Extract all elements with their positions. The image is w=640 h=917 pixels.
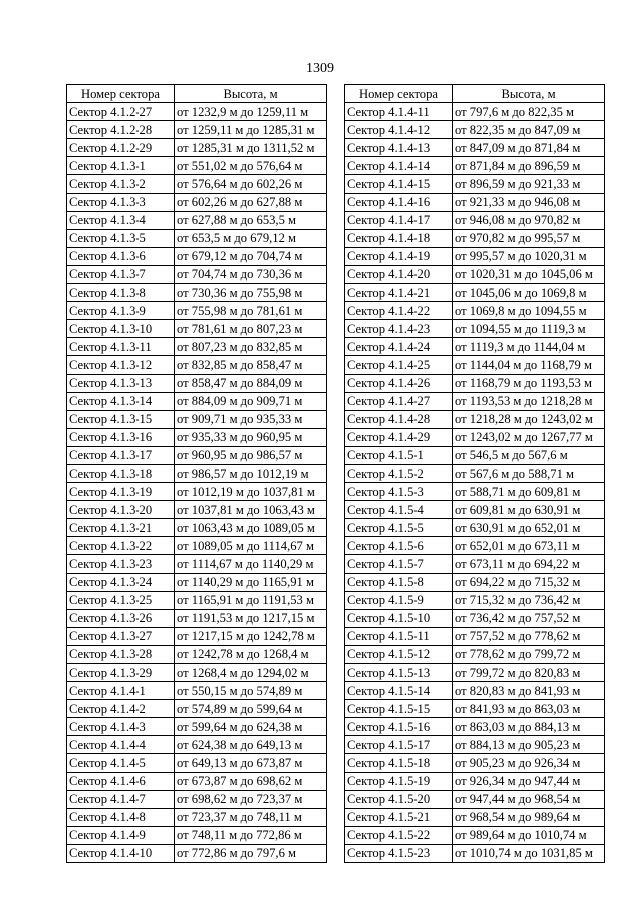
height-range-cell: от 679,12 м до 704,74 м [175, 247, 327, 265]
table-row [67, 627, 327, 645]
sector-cell: Сектор 4.1.5-20 [345, 790, 453, 808]
height-range-cell: от 799,72 м до 820,83 м [453, 664, 605, 682]
height-range-cell: от 1119,3 м до 1144,04 м [453, 338, 605, 356]
table-row [67, 808, 327, 826]
table-row [345, 392, 605, 410]
table-row [345, 790, 605, 808]
table-row [67, 464, 327, 482]
height-range-cell: от 832,85 м до 858,47 м [175, 356, 327, 374]
height-range-cell: от 909,71 м до 935,33 м [175, 410, 327, 428]
sector-cell: Сектор 4.1.4-17 [345, 211, 453, 229]
sector-cell: Сектор 4.1.5-2 [345, 464, 453, 482]
sector-cell: Сектор 4.1.5-4 [345, 501, 453, 519]
table-row [67, 211, 327, 229]
sector-cell: Сектор 4.1.3-17 [67, 446, 175, 464]
table-row [345, 410, 605, 428]
table-row [67, 338, 327, 356]
height-range-cell: от 551,02 м до 576,64 м [175, 157, 327, 175]
sector-cell: Сектор 4.1.3-15 [67, 410, 175, 428]
table-row [67, 645, 327, 663]
sector-cell: Сектор 4.1.3-26 [67, 609, 175, 627]
table-row [67, 790, 327, 808]
sector-cell: Сектор 4.1.3-25 [67, 591, 175, 609]
sector-cell: Сектор 4.1.4-25 [345, 356, 453, 374]
sector-cell: Сектор 4.1.5-11 [345, 627, 453, 645]
sector-cell: Сектор 4.1.3-29 [67, 664, 175, 682]
table-row [345, 501, 605, 519]
table-row [67, 519, 327, 537]
height-range-cell: от 947,44 м до 968,54 м [453, 790, 605, 808]
sector-cell: Сектор 4.1.5-17 [345, 736, 453, 754]
height-range-cell: от 599,64 м до 624,38 м [175, 718, 327, 736]
height-range-cell: от 968,54 м до 989,64 м [453, 808, 605, 826]
height-range-cell: от 1218,28 м до 1243,02 м [453, 410, 605, 428]
table-row [67, 591, 327, 609]
sector-cell: Сектор 4.1.3-4 [67, 211, 175, 229]
height-range-cell: от 627,88 м до 653,5 м [175, 211, 327, 229]
height-range-cell: от 995,57 м до 1020,31 м [453, 247, 605, 265]
height-range-cell: от 858,47 м до 884,09 м [175, 374, 327, 392]
height-range-cell: от 1217,15 м до 1242,78 м [175, 627, 327, 645]
sector-cell: Сектор 4.1.4-11 [345, 103, 453, 121]
height-range-cell: от 970,82 м до 995,57 м [453, 229, 605, 247]
table-row [345, 265, 605, 283]
table-row [345, 302, 605, 320]
height-range-cell: от 546,5 м до 567,6 м [453, 446, 605, 464]
height-range-cell: от 1165,91 м до 1191,53 м [175, 591, 327, 609]
height-range-cell: от 1010,74 м до 1031,85 м [453, 844, 605, 862]
sector-cell: Сектор 4.1.4-15 [345, 175, 453, 193]
table-row [67, 229, 327, 247]
table-row [67, 700, 327, 718]
table-row [345, 211, 605, 229]
sector-cell: Сектор 4.1.5-22 [345, 826, 453, 844]
sector-cell: Сектор 4.1.3-19 [67, 483, 175, 501]
table-row [345, 555, 605, 573]
height-range-cell: от 1140,29 м до 1165,91 м [175, 573, 327, 591]
height-range-cell: от 841,93 м до 863,03 м [453, 700, 605, 718]
table-row [345, 700, 605, 718]
table-row [345, 320, 605, 338]
table-row [67, 682, 327, 700]
height-range-cell: от 1193,53 м до 1218,28 м [453, 392, 605, 410]
table-row [67, 247, 327, 265]
table-row [67, 718, 327, 736]
table-row [67, 121, 327, 139]
sector-cell: Сектор 4.1.3-27 [67, 627, 175, 645]
height-range-cell: от 1045,06 м до 1069,8 м [453, 284, 605, 302]
height-range-cell: от 935,33 м до 960,95 м [175, 428, 327, 446]
height-range-cell: от 807,23 м до 832,85 м [175, 338, 327, 356]
height-range-cell: от 1191,53 м до 1217,15 м [175, 609, 327, 627]
sector-cell: Сектор 4.1.4-14 [345, 157, 453, 175]
sector-cell: Сектор 4.1.5-23 [345, 844, 453, 862]
sector-cell: Сектор 4.1.3-10 [67, 320, 175, 338]
height-range-cell: от 1242,78 м до 1268,4 м [175, 645, 327, 663]
height-range-cell: от 1243,02 м до 1267,77 м [453, 428, 605, 446]
height-range-cell: от 550,15 м до 574,89 м [175, 682, 327, 700]
sector-cell: Сектор 4.1.3-7 [67, 265, 175, 283]
height-range-cell: от 673,11 м до 694,22 м [453, 555, 605, 573]
table-row [67, 446, 327, 464]
height-range-cell: от 652,01 м до 673,11 м [453, 537, 605, 555]
table-row [345, 103, 605, 121]
table-row [67, 265, 327, 283]
sector-cell: Сектор 4.1.4-4 [67, 736, 175, 754]
table-row [67, 844, 327, 862]
sector-cell: Сектор 4.1.5-13 [345, 664, 453, 682]
sector-cell: Сектор 4.1.5-18 [345, 754, 453, 772]
height-range-cell: от 730,36 м до 755,98 м [175, 284, 327, 302]
height-range-cell: от 704,74 м до 730,36 м [175, 265, 327, 283]
height-range-cell: от 1094,55 м до 1119,3 м [453, 320, 605, 338]
sector-cell: Сектор 4.1.3-8 [67, 284, 175, 302]
sector-cell: Сектор 4.1.5-8 [345, 573, 453, 591]
sector-column-header: Номер сектора [345, 85, 453, 103]
table-row [345, 356, 605, 374]
sector-cell: Сектор 4.1.4-28 [345, 410, 453, 428]
height-range-cell: от 1168,79 м до 1193,53 м [453, 374, 605, 392]
sector-cell: Сектор 4.1.3-3 [67, 193, 175, 211]
sector-cell: Сектор 4.1.4-16 [345, 193, 453, 211]
table-row [345, 682, 605, 700]
height-range-cell: от 896,59 м до 921,33 м [453, 175, 605, 193]
table-row [67, 736, 327, 754]
table-row [345, 808, 605, 826]
table-row [345, 139, 605, 157]
table-row [345, 627, 605, 645]
sector-cell: Сектор 4.1.5-6 [345, 537, 453, 555]
table-row [67, 374, 327, 392]
table-row [345, 464, 605, 482]
height-range-cell: от 847,09 м до 871,84 м [453, 139, 605, 157]
sector-cell: Сектор 4.1.5-15 [345, 700, 453, 718]
table-row [345, 664, 605, 682]
height-range-cell: от 1020,31 м до 1045,06 м [453, 265, 605, 283]
sector-cell: Сектор 4.1.4-5 [67, 754, 175, 772]
height-range-cell: от 926,34 м до 947,44 м [453, 772, 605, 790]
height-range-cell: от 960,95 м до 986,57 м [175, 446, 327, 464]
sector-cell: Сектор 4.1.3-22 [67, 537, 175, 555]
sector-cell: Сектор 4.1.4-1 [67, 682, 175, 700]
table-row [67, 573, 327, 591]
sector-table-left [66, 84, 327, 863]
height-range-cell: от 820,83 м до 841,93 м [453, 682, 605, 700]
sector-cell: Сектор 4.1.5-14 [345, 682, 453, 700]
sector-cell: Сектор 4.1.5-16 [345, 718, 453, 736]
sector-cell: Сектор 4.1.3-5 [67, 229, 175, 247]
height-range-cell: от 630,91 м до 652,01 м [453, 519, 605, 537]
table-row [345, 645, 605, 663]
height-range-cell: от 1268,4 м до 1294,02 м [175, 664, 327, 682]
table-row [67, 302, 327, 320]
table-row [345, 826, 605, 844]
table-row [67, 175, 327, 193]
sector-cell: Сектор 4.1.2-29 [67, 139, 175, 157]
height-range-cell: от 884,13 м до 905,23 м [453, 736, 605, 754]
height-range-cell: от 1089,05 м до 1114,67 м [175, 537, 327, 555]
table-row [345, 483, 605, 501]
table-header-row [345, 85, 605, 103]
height-range-cell: от 1037,81 м до 1063,43 м [175, 501, 327, 519]
table-row [345, 121, 605, 139]
height-range-cell: от 772,86 м до 797,6 м [175, 844, 327, 862]
table-row [345, 284, 605, 302]
height-range-cell: от 698,62 м до 723,37 м [175, 790, 327, 808]
sector-cell: Сектор 4.1.4-24 [345, 338, 453, 356]
sector-cell: Сектор 4.1.3-20 [67, 501, 175, 519]
sector-cell: Сектор 4.1.4-8 [67, 808, 175, 826]
sector-cell: Сектор 4.1.4-7 [67, 790, 175, 808]
sector-cell: Сектор 4.1.3-13 [67, 374, 175, 392]
height-column-header: Высота, м [453, 85, 605, 103]
sector-cell: Сектор 4.1.4-10 [67, 844, 175, 862]
sector-cell: Сектор 4.1.2-27 [67, 103, 175, 121]
sector-cell: Сектор 4.1.3-1 [67, 157, 175, 175]
table-row [67, 356, 327, 374]
table-row [345, 446, 605, 464]
table-row [345, 537, 605, 555]
sector-cell: Сектор 4.1.4-22 [345, 302, 453, 320]
sector-cell: Сектор 4.1.4-3 [67, 718, 175, 736]
height-range-cell: от 946,08 м до 970,82 м [453, 211, 605, 229]
sector-cell: Сектор 4.1.4-27 [345, 392, 453, 410]
table-row [67, 103, 327, 121]
sector-cell: Сектор 4.1.3-6 [67, 247, 175, 265]
sector-cell: Сектор 4.1.5-5 [345, 519, 453, 537]
height-range-cell: от 921,33 м до 946,08 м [453, 193, 605, 211]
sector-cell: Сектор 4.1.3-2 [67, 175, 175, 193]
height-range-cell: от 1114,67 м до 1140,29 м [175, 555, 327, 573]
height-range-cell: от 694,22 м до 715,32 м [453, 573, 605, 591]
height-range-cell: от 624,38 м до 649,13 м [175, 736, 327, 754]
table-row [67, 428, 327, 446]
height-range-cell: от 989,64 м до 1010,74 м [453, 826, 605, 844]
sector-table-right [344, 84, 605, 863]
sector-cell: Сектор 4.1.4-21 [345, 284, 453, 302]
height-range-cell: от 905,23 м до 926,34 м [453, 754, 605, 772]
sector-cell: Сектор 4.1.2-28 [67, 121, 175, 139]
sector-cell: Сектор 4.1.3-24 [67, 573, 175, 591]
height-range-cell: от 1259,11 м до 1285,31 м [175, 121, 327, 139]
sector-cell: Сектор 4.1.5-10 [345, 609, 453, 627]
sector-cell: Сектор 4.1.4-13 [345, 139, 453, 157]
table-row [67, 157, 327, 175]
sector-cell: Сектор 4.1.3-18 [67, 464, 175, 482]
sector-cell: Сектор 4.1.3-21 [67, 519, 175, 537]
sector-cell: Сектор 4.1.3-16 [67, 428, 175, 446]
table-row [67, 284, 327, 302]
table-row [345, 718, 605, 736]
table-row [345, 247, 605, 265]
height-range-cell: от 602,26 м до 627,88 м [175, 193, 327, 211]
sector-cell: Сектор 4.1.4-12 [345, 121, 453, 139]
table-row [345, 374, 605, 392]
table-row [345, 736, 605, 754]
height-range-cell: от 781,61 м до 807,23 м [175, 320, 327, 338]
table-row [345, 591, 605, 609]
sector-cell: Сектор 4.1.4-19 [345, 247, 453, 265]
sector-cell: Сектор 4.1.5-3 [345, 483, 453, 501]
table-row [345, 844, 605, 862]
page-number: 1309 [306, 61, 334, 76]
height-column-header: Высота, м [175, 85, 327, 103]
height-range-cell: от 673,87 м до 698,62 м [175, 772, 327, 790]
height-range-cell: от 653,5 м до 679,12 м [175, 229, 327, 247]
height-range-cell: от 778,62 м до 799,72 м [453, 645, 605, 663]
table-row [345, 338, 605, 356]
sector-column-header: Номер сектора [67, 85, 175, 103]
table-row [345, 754, 605, 772]
table-row [67, 609, 327, 627]
sector-cell: Сектор 4.1.3-11 [67, 338, 175, 356]
height-range-cell: от 755,98 м до 781,61 м [175, 302, 327, 320]
sector-cell: Сектор 4.1.5-19 [345, 772, 453, 790]
height-range-cell: от 1063,43 м до 1089,05 м [175, 519, 327, 537]
table-row [67, 826, 327, 844]
height-range-cell: от 1232,9 м до 1259,11 м [175, 103, 327, 121]
table-row [67, 139, 327, 157]
height-range-cell: от 986,57 м до 1012,19 м [175, 464, 327, 482]
table-row [345, 609, 605, 627]
height-range-cell: от 574,89 м до 599,64 м [175, 700, 327, 718]
table-row [67, 410, 327, 428]
sector-cell: Сектор 4.1.3-28 [67, 645, 175, 663]
sector-cell: Сектор 4.1.4-20 [345, 265, 453, 283]
height-range-cell: от 1012,19 м до 1037,81 м [175, 483, 327, 501]
table-row [67, 754, 327, 772]
sector-cell: Сектор 4.1.4-6 [67, 772, 175, 790]
height-range-cell: от 863,03 м до 884,13 м [453, 718, 605, 736]
height-range-cell: от 736,42 м до 757,52 м [453, 609, 605, 627]
height-range-cell: от 715,32 м до 736,42 м [453, 591, 605, 609]
height-range-cell: от 723,37 м до 748,11 м [175, 808, 327, 826]
height-range-cell: от 567,6 м до 588,71 м [453, 464, 605, 482]
height-range-cell: от 871,84 м до 896,59 м [453, 157, 605, 175]
sector-cell: Сектор 4.1.4-23 [345, 320, 453, 338]
sector-cell: Сектор 4.1.3-12 [67, 356, 175, 374]
height-range-cell: от 884,09 м до 909,71 м [175, 392, 327, 410]
table-row [345, 573, 605, 591]
table-row [67, 483, 327, 501]
table-row [345, 157, 605, 175]
sector-cell: Сектор 4.1.4-29 [345, 428, 453, 446]
height-range-cell: от 588,71 м до 609,81 м [453, 483, 605, 501]
table-row [67, 537, 327, 555]
table-row [67, 320, 327, 338]
height-range-cell: от 797,6 м до 822,35 м [453, 103, 605, 121]
table-row [345, 229, 605, 247]
table-row [67, 664, 327, 682]
height-range-cell: от 609,81 м до 630,91 м [453, 501, 605, 519]
height-range-cell: от 748,11 м до 772,86 м [175, 826, 327, 844]
sector-cell: Сектор 4.1.3-9 [67, 302, 175, 320]
table-row [345, 193, 605, 211]
sector-cell: Сектор 4.1.4-2 [67, 700, 175, 718]
table-row [67, 392, 327, 410]
height-range-cell: от 576,64 м до 602,26 м [175, 175, 327, 193]
table-row [67, 772, 327, 790]
height-range-cell: от 757,52 м до 778,62 м [453, 627, 605, 645]
sector-cell: Сектор 4.1.5-9 [345, 591, 453, 609]
table-row [345, 519, 605, 537]
height-range-cell: от 1069,8 м до 1094,55 м [453, 302, 605, 320]
table-row [67, 193, 327, 211]
sector-cell: Сектор 4.1.5-12 [345, 645, 453, 663]
table-row [345, 428, 605, 446]
table-row [345, 772, 605, 790]
sector-cell: Сектор 4.1.4-26 [345, 374, 453, 392]
sector-cell: Сектор 4.1.4-9 [67, 826, 175, 844]
sector-cell: Сектор 4.1.3-14 [67, 392, 175, 410]
height-range-cell: от 1285,31 м до 1311,52 м [175, 139, 327, 157]
height-range-cell: от 822,35 м до 847,09 м [453, 121, 605, 139]
sector-cell: Сектор 4.1.3-23 [67, 555, 175, 573]
sector-cell: Сектор 4.1.5-1 [345, 446, 453, 464]
table-row [345, 175, 605, 193]
table-row [67, 555, 327, 573]
table-row [67, 501, 327, 519]
sector-cell: Сектор 4.1.4-18 [345, 229, 453, 247]
table-header-row [67, 85, 327, 103]
sector-cell: Сектор 4.1.5-7 [345, 555, 453, 573]
height-range-cell: от 1144,04 м до 1168,79 м [453, 356, 605, 374]
height-range-cell: от 649,13 м до 673,87 м [175, 754, 327, 772]
sector-cell: Сектор 4.1.5-21 [345, 808, 453, 826]
